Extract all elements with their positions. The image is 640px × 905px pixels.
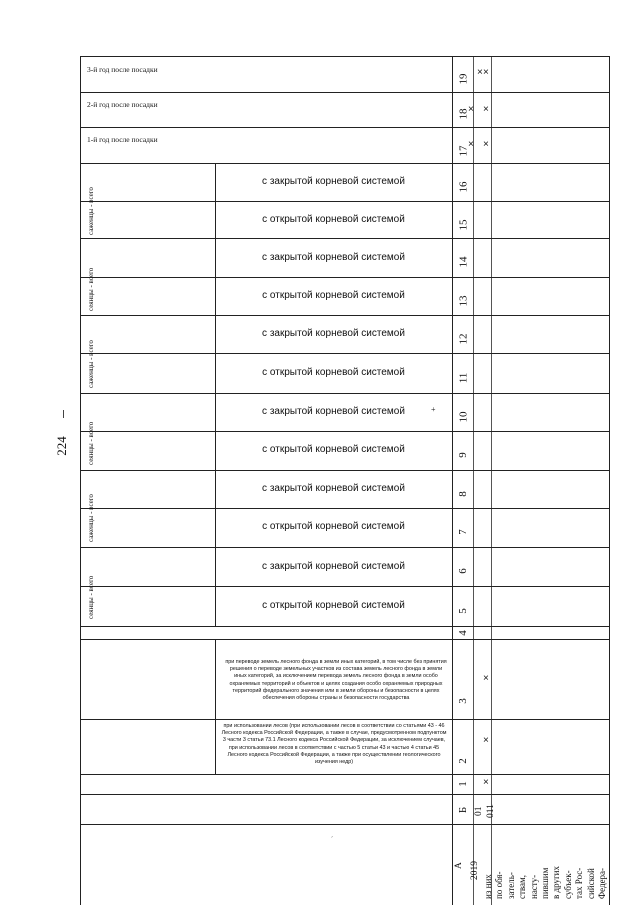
row-closed-root bbox=[81, 163, 609, 202]
group-side-label: сеянцы - всего bbox=[87, 421, 95, 465]
row-number: 6 bbox=[457, 568, 469, 574]
row-number: 7 bbox=[457, 529, 469, 535]
row-number: 5 bbox=[457, 608, 469, 614]
open-root-label: с открытой корневой системой bbox=[262, 521, 405, 532]
row-label: 2-й год после посадки bbox=[87, 100, 158, 109]
row-number: 11 bbox=[457, 372, 469, 384]
header-text-line: из них bbox=[483, 874, 493, 899]
x-mark: × bbox=[477, 67, 483, 78]
group-side-label: саженцы - всего bbox=[87, 494, 95, 542]
row-number: 4 bbox=[457, 629, 469, 636]
row-letter-a: А bbox=[454, 862, 464, 869]
row-number: 12 bbox=[457, 333, 469, 345]
row-closed-root bbox=[81, 470, 609, 509]
transfer-text: при переводе земель лесного фонда в земли иных категорий, в том числе без принятия решения о переводе земельных участков из состава земель лесного фонда в земли иных категорий, за исключением перевода земель лесного фонда в земли особо охраняемых территорий и объектов и целях создания особо охраняемых природных территорий федерального значения или в земли обороны и безопасности в целях обеспечения обороны страны и безопасности государства bbox=[225, 659, 447, 702]
open-root-label: с открытой корневой системой bbox=[262, 600, 405, 611]
row-year-2 bbox=[81, 92, 609, 128]
row-label: 3-й год после посадки bbox=[87, 65, 158, 74]
closed-root-label: с закрытой корневой системой bbox=[262, 176, 405, 187]
header-text-line: ствам, bbox=[517, 875, 528, 899]
row-open-root bbox=[81, 431, 609, 471]
row-number: 9 bbox=[457, 452, 469, 458]
open-root-label: с открытой корневой системой bbox=[262, 444, 405, 455]
header-text-line: Федера- bbox=[597, 867, 607, 899]
group-side-label: сеянцы - всего bbox=[87, 575, 95, 619]
row-number: 10 bbox=[457, 411, 469, 423]
header-text-line: затель- bbox=[505, 872, 516, 899]
row-open-root bbox=[81, 586, 609, 627]
row-1 bbox=[81, 774, 609, 795]
header-text-line: пившим bbox=[540, 867, 550, 899]
x-mark: × bbox=[483, 777, 489, 788]
row-b bbox=[81, 794, 609, 825]
row-number: 3 bbox=[457, 698, 469, 704]
header-text-line: по обя- bbox=[494, 871, 505, 899]
row-number: 17 bbox=[457, 145, 469, 157]
row-code: 01 bbox=[474, 806, 484, 816]
stray-dot: ˊ bbox=[331, 837, 333, 843]
row-4 bbox=[81, 626, 609, 640]
open-root-label: с открытой корневой системой bbox=[262, 214, 405, 225]
closed-root-label: с закрытой корневой системой bbox=[262, 483, 405, 494]
use-text: при использовании лесов (при использовании лесов в соответствии со статьями 43 - 46 Лесного кодекса Российской Федерации, а также в случае, предусмотренном подпунктом 3 части 3 статьи 73.1 Лесного кодекса Российской Федерации, за исключением случаев, при использовании лесов в соответствии с частью 5 статьи 43 и частью 4 статьи 45 Лесного кодекса Российской Федерации, а также при осуществлении геологического изучения недр) bbox=[221, 723, 447, 766]
row-open-root bbox=[81, 277, 609, 316]
header-text-line: сийской bbox=[585, 868, 596, 899]
header-text-line: в других bbox=[551, 866, 562, 899]
row-closed-root bbox=[81, 315, 609, 354]
row-code-2: 011 bbox=[486, 804, 496, 818]
closed-root-label: с закрытой корневой системой bbox=[262, 406, 405, 417]
group-side-label: саженцы - всего bbox=[87, 187, 95, 235]
closed-root-label: с закрытой корневой системой bbox=[262, 561, 405, 572]
x-mark: × bbox=[483, 735, 489, 746]
row-closed-root bbox=[81, 238, 609, 278]
group-side-label: саженцы - всего bbox=[87, 340, 95, 388]
row-number: 13 bbox=[457, 295, 469, 307]
x-mark: × bbox=[483, 139, 489, 150]
closed-root-label: с закрытой корневой системой bbox=[262, 328, 405, 339]
row-number: 2 bbox=[457, 758, 469, 764]
closed-root-label: с закрытой корневой системой bbox=[262, 252, 405, 263]
row-number: 19 bbox=[457, 73, 469, 85]
margin-mark bbox=[63, 410, 64, 418]
open-root-label: с открытой корневой системой bbox=[262, 290, 405, 301]
header-text-line: субъек- bbox=[562, 870, 573, 899]
x-mark: × bbox=[468, 104, 474, 115]
x-mark: × bbox=[468, 139, 474, 150]
row-closed-root bbox=[81, 393, 609, 432]
row-number: 16 bbox=[457, 181, 469, 193]
x-mark: × bbox=[483, 104, 489, 115]
x-mark: × bbox=[483, 67, 489, 78]
row-number: 18 bbox=[457, 108, 469, 120]
row-closed-root bbox=[81, 547, 609, 587]
row-open-root bbox=[81, 201, 609, 239]
open-root-label: с открытой корневой системой bbox=[262, 367, 405, 378]
row-number: 14 bbox=[457, 256, 469, 268]
row-year-1 bbox=[81, 127, 609, 164]
row-open-root bbox=[81, 353, 609, 394]
page-number: 224 bbox=[53, 436, 69, 456]
group-side-label: сеянцы - всего bbox=[87, 267, 95, 311]
row-number: 15 bbox=[457, 219, 469, 231]
rotated-table bbox=[80, 56, 610, 905]
x-mark: × bbox=[483, 673, 489, 684]
stray-mark: + bbox=[431, 405, 436, 414]
row-use bbox=[81, 719, 609, 775]
row-letter: Б bbox=[456, 806, 469, 814]
header-text-line: насту- bbox=[528, 874, 539, 899]
row-open-root bbox=[81, 508, 609, 548]
row-label: 1-й год после посадки bbox=[87, 135, 158, 144]
row-year-3 bbox=[81, 57, 609, 93]
header-text-line: тах Рос- bbox=[574, 867, 585, 899]
row-number: 1 bbox=[457, 781, 469, 787]
row-number: 8 bbox=[457, 491, 469, 497]
year-label: 2019 bbox=[470, 861, 480, 880]
row-transfer bbox=[81, 639, 609, 720]
